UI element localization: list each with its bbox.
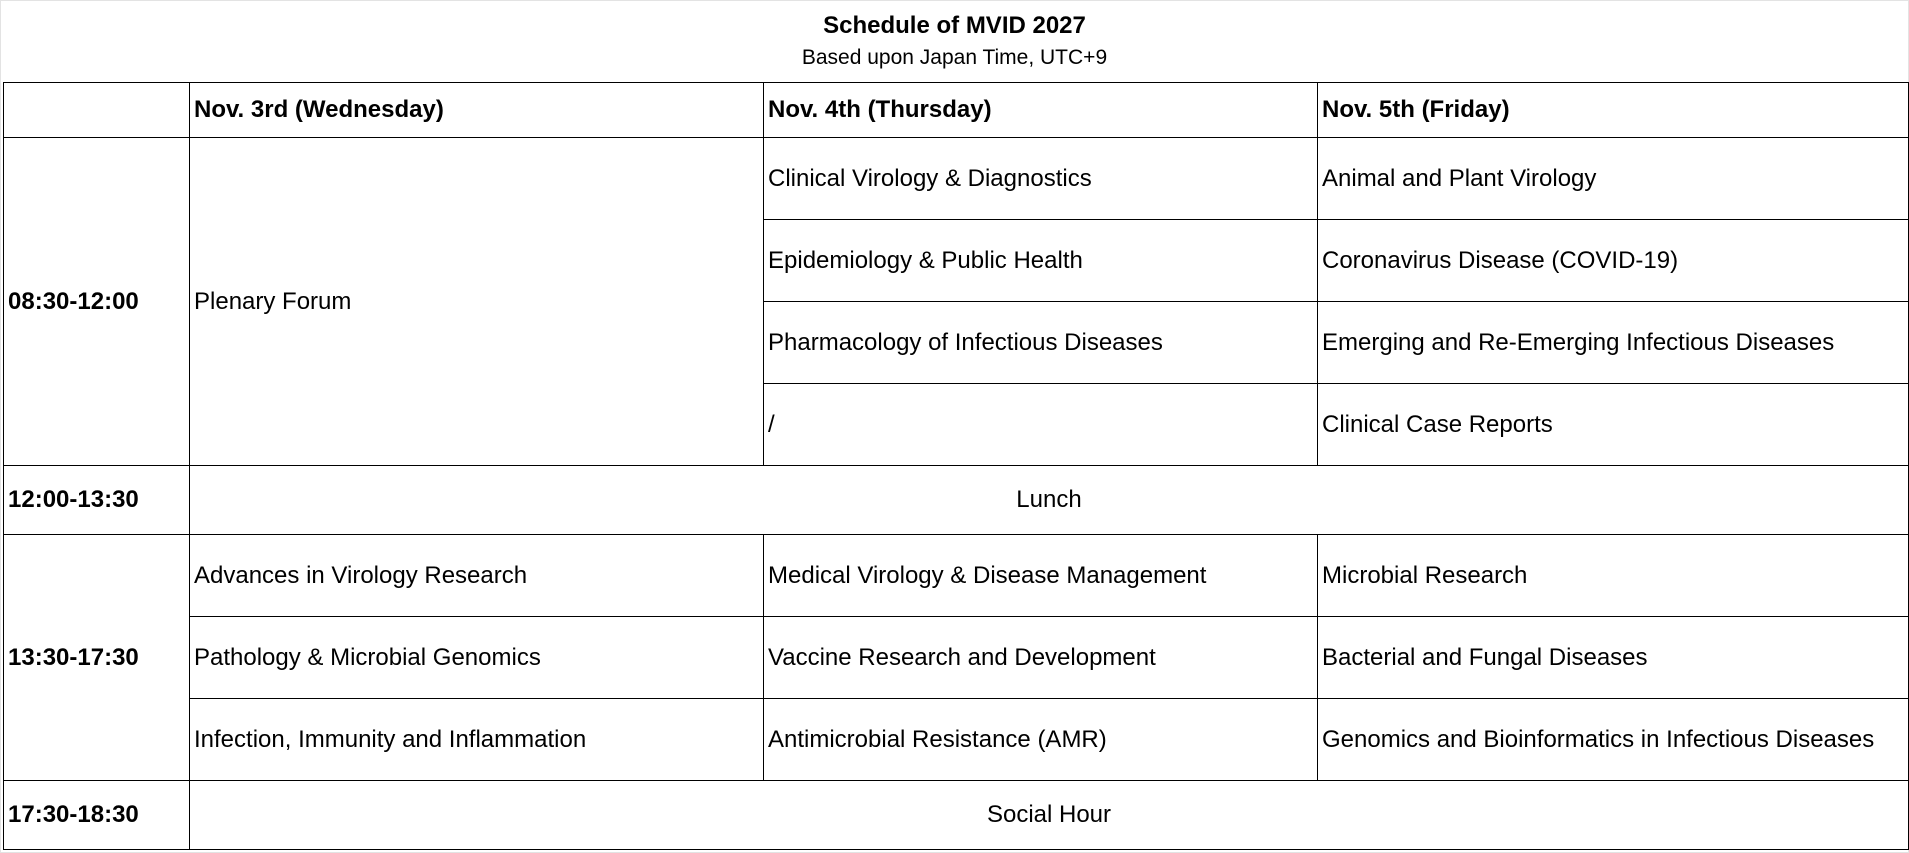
session-cell: Microbial Research (1318, 535, 1909, 617)
session-cell: Antimicrobial Resistance (AMR) (764, 699, 1318, 781)
session-cell: Genomics and Bioinformatics in Infectious Diseases (1318, 699, 1909, 781)
session-cell: Emerging and Re-Emerging Infectious Diseases (1318, 302, 1909, 384)
time-slot: 13:30-17:30 (4, 535, 190, 781)
table-row (4, 617, 1909, 699)
time-slot: 12:00-13:30 (4, 466, 190, 535)
session-cell: Clinical Virology & Diagnostics (764, 138, 1318, 220)
lunch-cell: Lunch (190, 466, 1909, 535)
time-slot: 08:30-12:00 (4, 138, 190, 466)
session-cell: Pharmacology of Infectious Diseases (764, 302, 1318, 384)
day-header: Nov. 3rd (Wednesday) (190, 83, 764, 138)
page-subtitle: Based upon Japan Time, UTC+9 (801, 46, 1108, 69)
day-header: Nov. 5th (Friday) (1318, 83, 1909, 138)
header-row (4, 83, 1909, 138)
session-cell: Coronavirus Disease (COVID-19) (1318, 220, 1909, 302)
session-cell: Pathology & Microbial Genomics (190, 617, 764, 699)
session-cell: / (764, 384, 1318, 466)
table-row (4, 535, 1909, 617)
page-title: Schedule of MVID 2027 (823, 12, 1086, 39)
session-cell: Bacterial and Fungal Diseases (1318, 617, 1909, 699)
time-slot: 17:30-18:30 (4, 781, 190, 850)
social-cell: Social Hour (190, 781, 1909, 850)
session-cell: Vaccine Research and Development (764, 617, 1318, 699)
social-row (4, 781, 1909, 850)
session-cell: Animal and Plant Virology (1318, 138, 1909, 220)
day-header: Nov. 4th (Thursday) (764, 83, 1318, 138)
table-row (4, 699, 1909, 781)
session-cell: Clinical Case Reports (1318, 384, 1909, 466)
session-cell: Epidemiology & Public Health (764, 220, 1318, 302)
session-cell: Medical Virology & Disease Management (764, 535, 1318, 617)
lunch-row (4, 466, 1909, 535)
session-cell: Advances in Virology Research (190, 535, 764, 617)
schedule-table (3, 82, 1909, 850)
corner-cell (4, 83, 190, 138)
session-cell: Infection, Immunity and Inflammation (190, 699, 764, 781)
session-cell: Plenary Forum (190, 138, 764, 466)
table-row (4, 138, 1909, 220)
